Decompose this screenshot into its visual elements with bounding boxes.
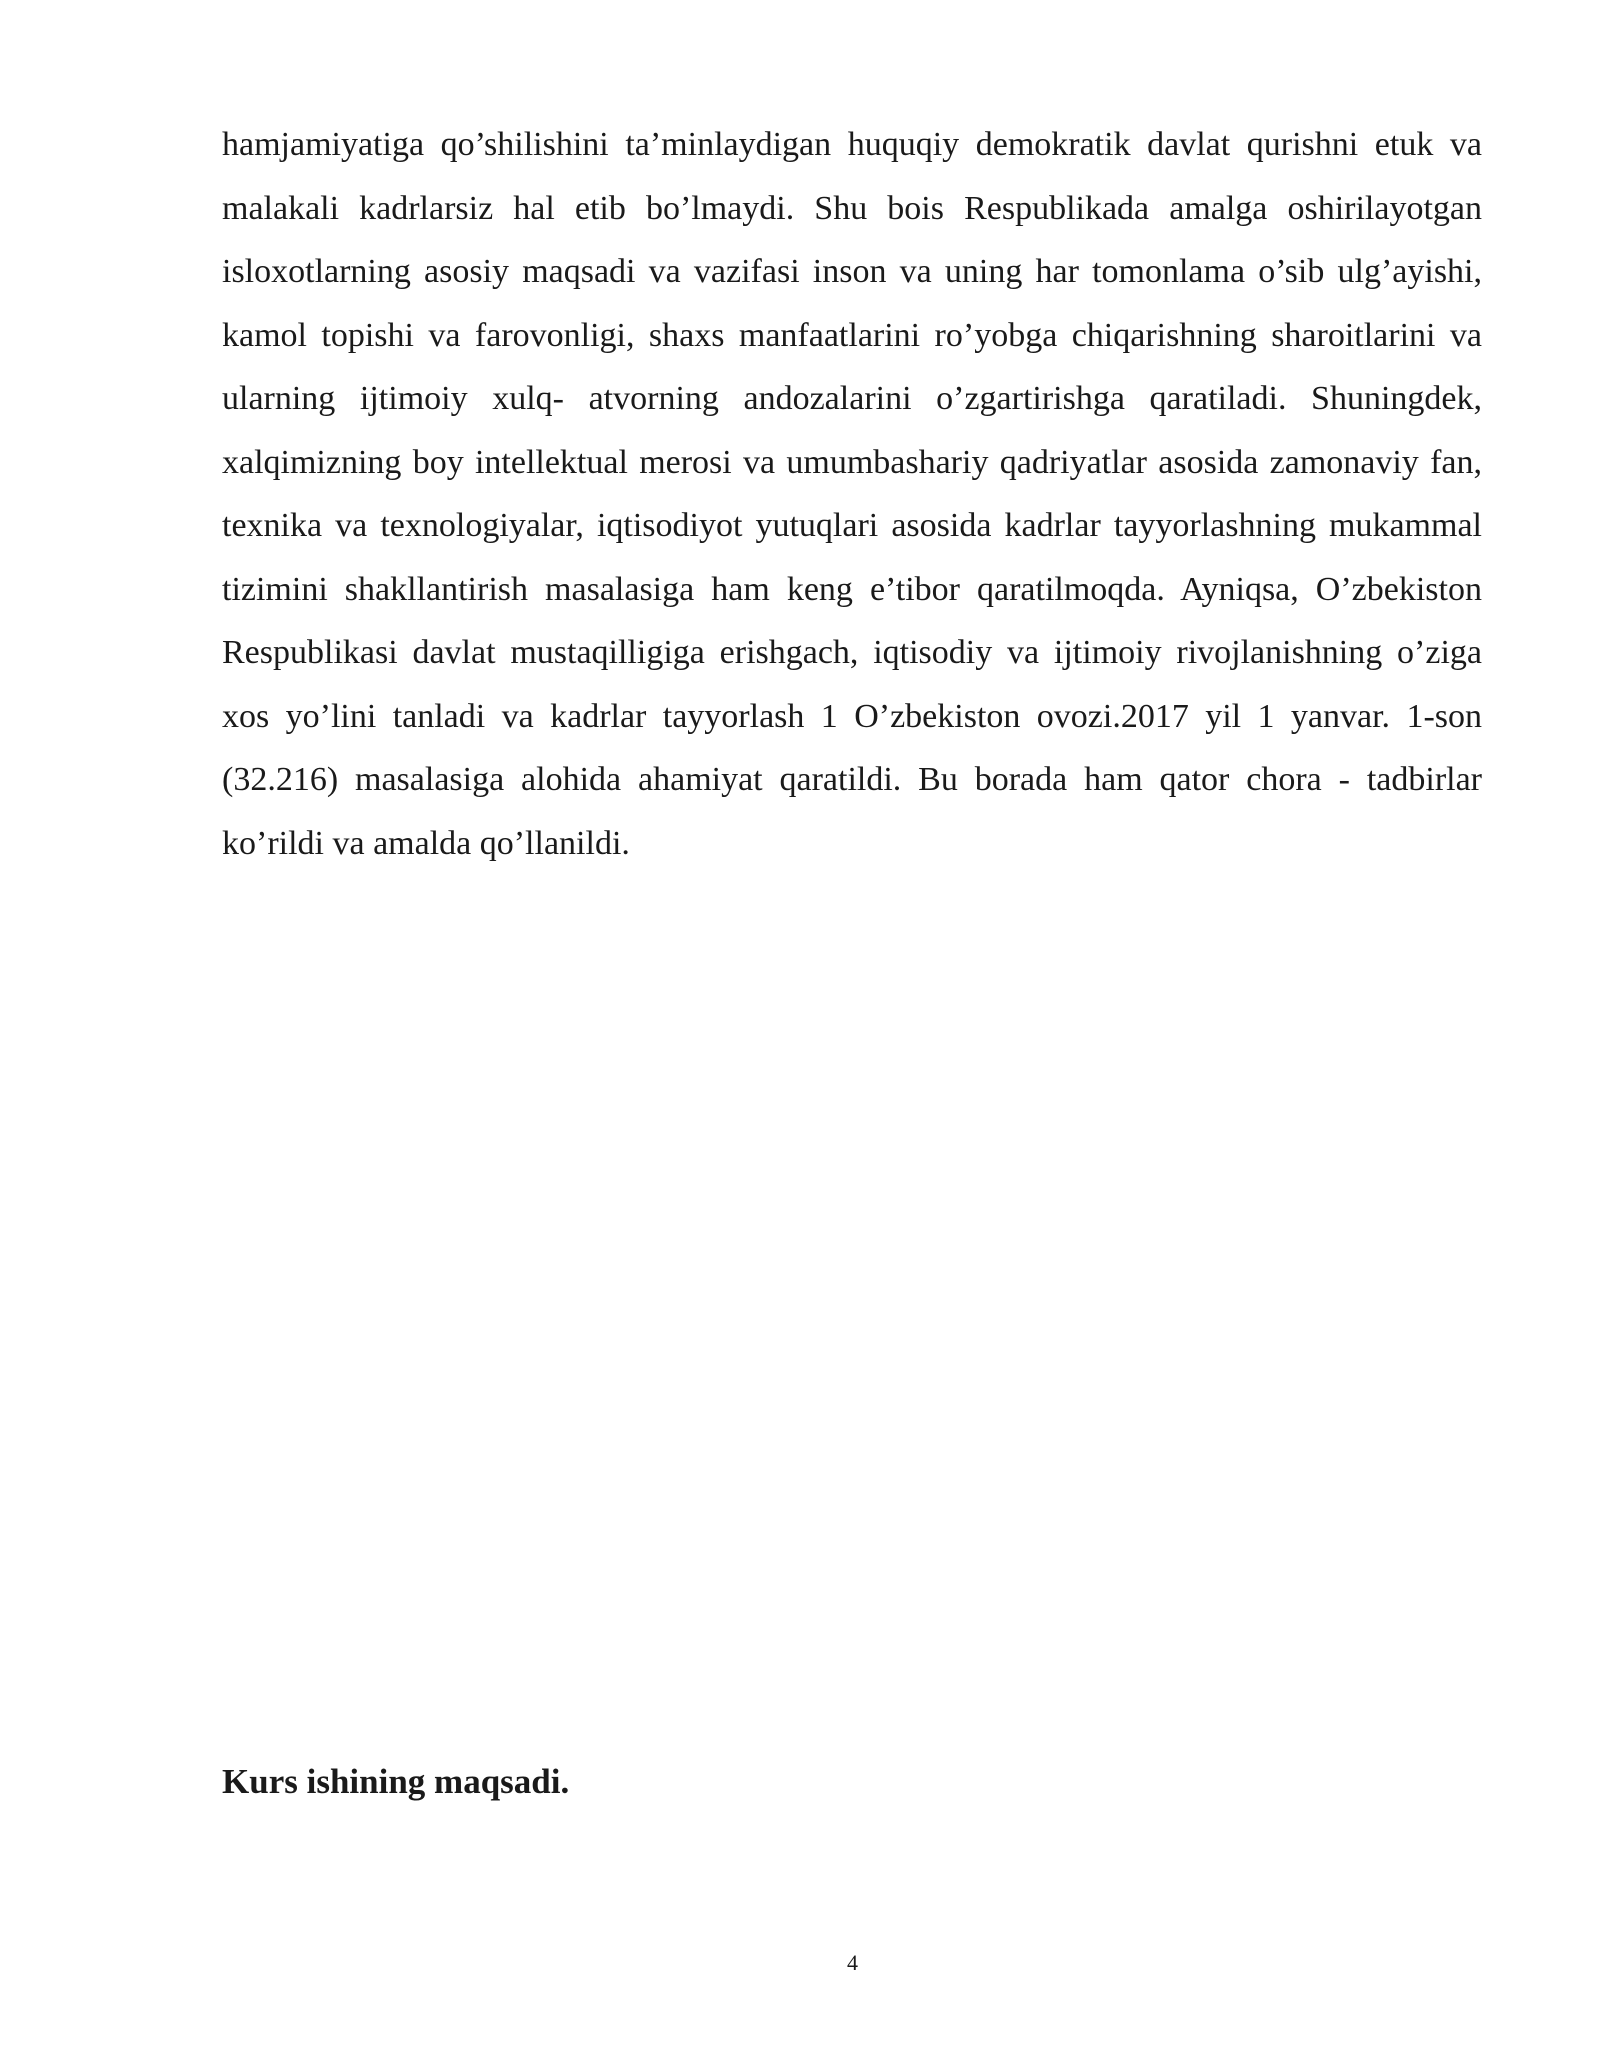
body-paragraph: hamjamiyatiga qo’shilishini ta’minlaydigan huquqiy demokratik davlat qurishni etuk va malakali kadrlarsiz hal etib bo’lmaydi. Shu bois Respublikada amalga oshirilayotgan isloxotlarning asosiy maqsadi va vazifasi inson va uning har tomonlama o’sib ulg’ayishi, kamol topishi va farovonligi, shaxs manfaatlarini ro’yobga chiqarishning sharoitlarini va ularning ijtimoiy xulq- atvorning andozalarini o’zgartirishga qaratiladi. Shuningdek, xalqimizning boy intellektual merosi va umumbashariy qadriyatlar asosida zamonaviy fan, texnika va texnologiyalar, iqtisodiyot yutuqlari asosida kadrlar tayyorlashning mukammal tizimini shakllantirish masalasiga ham keng e’tibor qaratilmoqda. Ayniqsa, O’zbekiston Respublikasi davlat mustaqilligiga erishgach, iqtisodiy va ijtimoiy rivojlanishning o’ziga xos yo’lini tanladi va kadrlar tayyorlash 1 O’zbekiston ovozi.2017 yil 1 yanvar. 1-son (32.216) masalasiga alohida ahamiyat qaratildi. Bu borada ham qator chora - tadbirlar ko’rildi va amalda qo’llanildi. <box>222 126 1482 862</box>
page-number: 4 <box>847 1950 858 1975</box>
section-heading: Kurs ishining maqsadi. <box>222 1762 570 1801</box>
